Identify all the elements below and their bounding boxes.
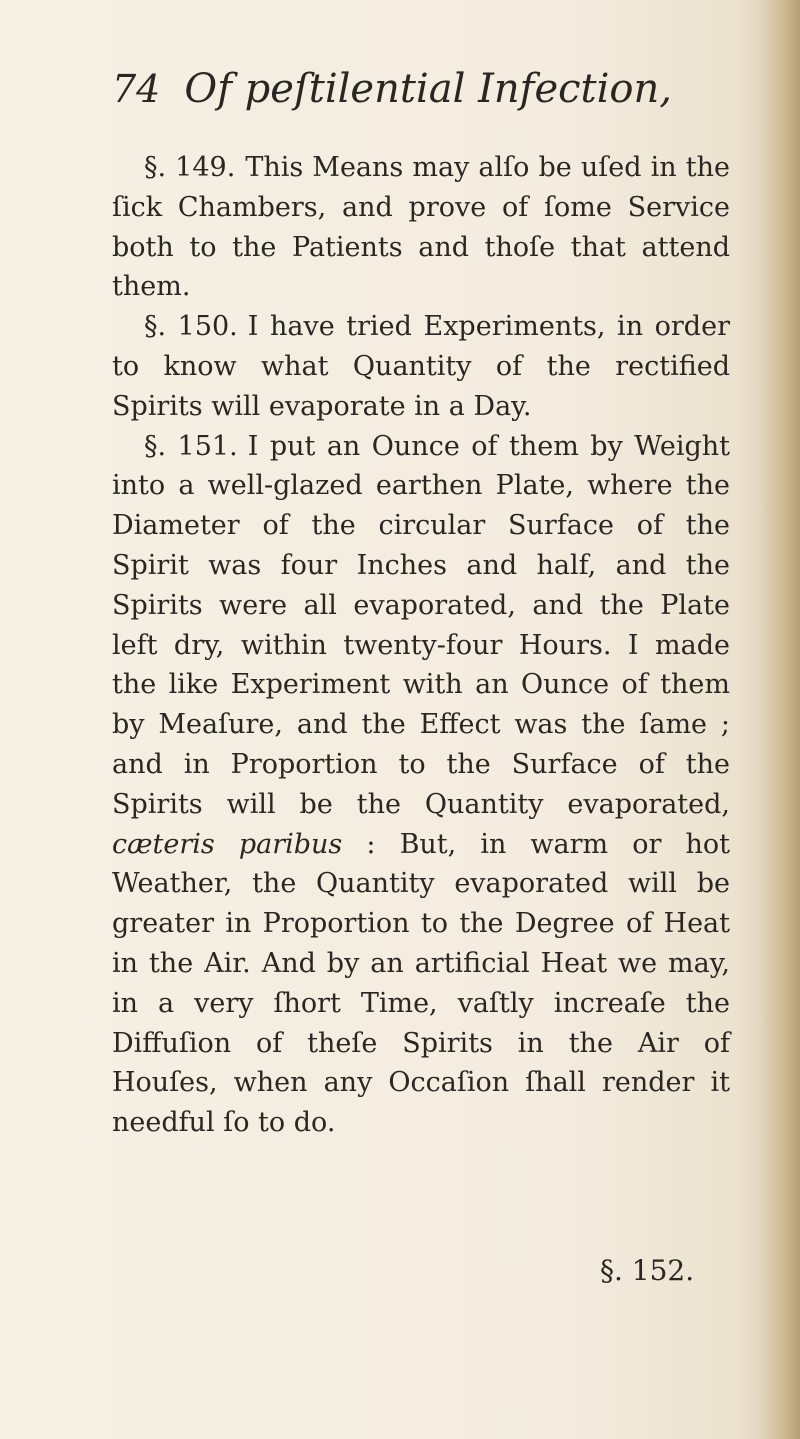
- paragraph-text: I put an Ounce of them by Weight into a well-glazed earthen Plate, where the Diameter of the circular Surface of the Spirit was four Inches and half, and the Spirits were all evaporated, and the Plate left dry, within twenty-four Hours. I made the like Experiment with an Ounce of them by Meaſure, and the Effect was the ſame ; and in Proportion to the Surface of the Spirits will be the Quantity evaporated,: [112, 430, 730, 820]
- italic-phrase: cæteris paribus: [112, 828, 343, 860]
- body-text: [112, 148, 730, 1143]
- page-number: 74: [112, 67, 161, 111]
- paragraph-text-continued: : But, in warm or hot Weather, the Quantity evaporated will be greater in Proportion to the Degree of Heat in the Air. And by an artificial Heat we may, in a very ſhort Time, vaſtly increaſe the Diffuſion of theſe Spirits in the Air of Houſes, when any Occaſion ſhall render it needful ſo to do.: [112, 828, 730, 1139]
- paragraph-text: I have tried Experiments, in order to know what Quantity of the rectified Spirits will evaporate in a Day.: [112, 311, 730, 422]
- paragraph-149: [112, 148, 730, 307]
- running-title: Of peſtilential Infection,: [184, 66, 672, 112]
- paragraph-150: [112, 307, 730, 426]
- section-number: §. 150.: [144, 311, 238, 343]
- section-number: §. 151.: [144, 430, 238, 462]
- paragraph-text: This Means may alſo be uſed in the ſick Chambers, and prove of ſome Service both to the Patients and thoſe that attend them.: [112, 152, 730, 303]
- catchword: §. 152.: [600, 1254, 695, 1287]
- section-number: §. 149.: [144, 152, 236, 183]
- paragraph-151: [112, 427, 730, 1143]
- page-edge: [760, 0, 800, 1439]
- page-header: [112, 66, 672, 126]
